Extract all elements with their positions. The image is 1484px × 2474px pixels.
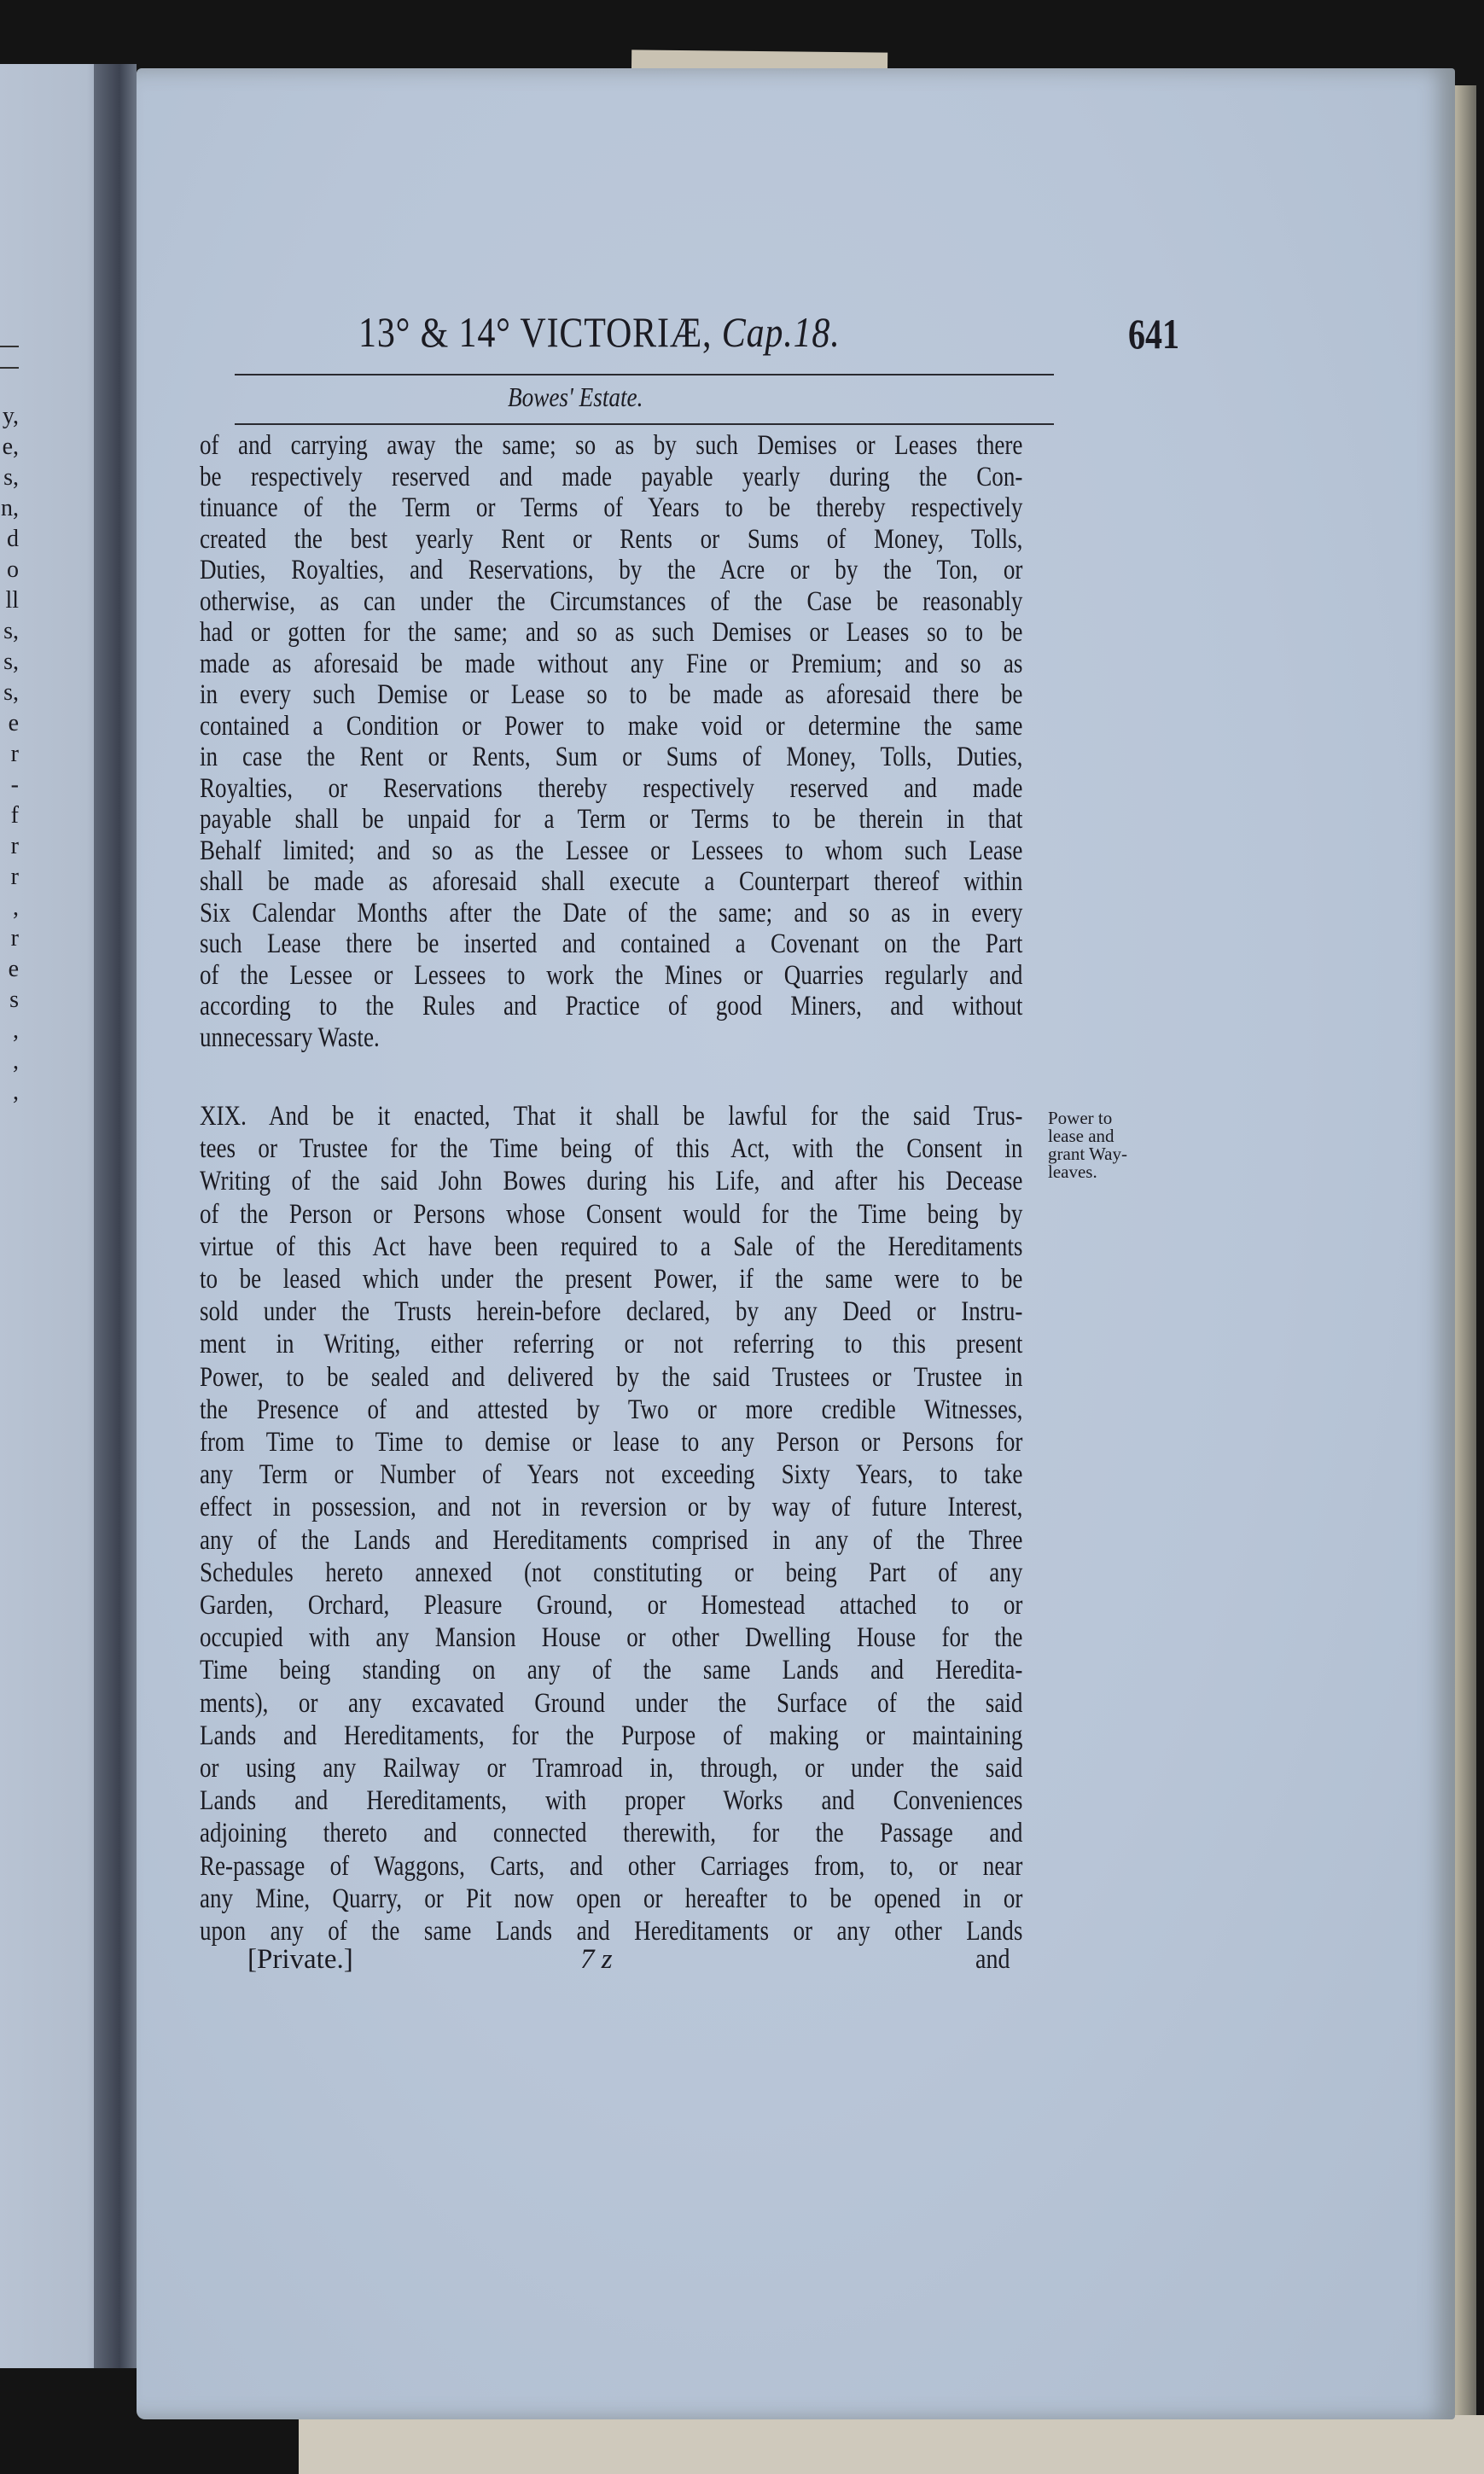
text-line-content: be respectively reserved and made payable yearly during the Con- (200, 461, 1023, 492)
text-line (200, 1557, 1022, 1589)
page-number: 641 (1128, 310, 1179, 358)
text-line (200, 679, 1022, 711)
text-line (200, 1622, 1022, 1654)
text-line (200, 928, 1022, 960)
text-line-content: sold under the Trusts herein-before declared, by any Deed or Instru- (200, 1296, 1023, 1328)
footer-catchword: and (975, 1944, 1010, 1975)
text-line-content: payable shall be unpaid for a Term or Terms to be therein in that (200, 804, 1023, 835)
left-page-fragment: s, (3, 679, 19, 706)
text-line-content: any Term or Number of Years not exceeding Sixty Years, to take (200, 1459, 1023, 1491)
left-page-fragment: r (10, 925, 19, 952)
text-line-content: from Time to Time to demise or lease to any Person or Persons for (200, 1427, 1023, 1458)
left-page-fragment: s, (3, 649, 19, 675)
left-page-rule (0, 346, 19, 347)
text-line (200, 1427, 1022, 1458)
left-page-fragment: e, (2, 434, 19, 460)
page-title (358, 307, 841, 357)
text-line-content: in case the Rent or Rents, Sum or Sums of Money, Tolls, Duties, (200, 742, 1023, 772)
text-line (200, 1851, 1022, 1883)
margin-note-line: Power to (1048, 1108, 1113, 1128)
title-chapter: Cap.18. (721, 308, 841, 356)
text-line (200, 1720, 1022, 1752)
text-line (200, 1459, 1022, 1491)
text-line-content: ments), or any excavated Ground under the Surface of the said (200, 1687, 1023, 1719)
text-line-content: made as aforesaid be made without any Fine or Premium; and so as (200, 648, 1023, 679)
text-line-content: any of the Lands and Hereditaments comprised in any of the Three (200, 1524, 1023, 1556)
text-line (200, 1916, 1022, 1947)
text-line-content: virtue of this Act have been required to a Sale of the Hereditaments (200, 1231, 1023, 1262)
text-line-content: Garden, Orchard, Pleasure Ground, or Homestead attached to or (200, 1590, 1023, 1621)
text-line-content: tinuance of the Term or Terms of Years to be thereby respectively (200, 492, 1023, 523)
left-page-fragment: , (13, 1079, 19, 1105)
text-line-content: Re-passage of Waggons, Carts, and other Carriages from, to, or near (200, 1850, 1023, 1882)
text-line (200, 586, 1022, 618)
text-line-content: any Mine, Quarry, or Pit now open or hereafter to be opened in or (200, 1883, 1023, 1914)
text-line-content: of the Lessee or Lessees to work the Mines or Quarries regularly and (200, 959, 1023, 991)
text-line-content: to be leased which under the present Power, if the same were to be (200, 1264, 1023, 1295)
left-page-rule (0, 367, 19, 369)
left-page-fragment: n, (1, 495, 19, 521)
bottom-sheet (299, 2415, 1484, 2474)
text-line (200, 649, 1022, 680)
text-line (200, 866, 1022, 898)
text-line-content: in every such Demise or Lease so to be made as aforesaid there be (200, 679, 1023, 710)
text-line-content: XIX. And be it enacted, That it shall be lawful for the said Trus- (200, 1101, 1023, 1132)
text-line-content: Power, to be sealed and delivered by the said Trustees or Trustee in (200, 1361, 1023, 1393)
text-line-content: ment in Writing, either referring or not referring to this present (200, 1329, 1023, 1360)
text-line-content: otherwise, as can under the Circumstances of the Case be reasonably (200, 585, 1023, 617)
text-line-content: such Lease there be inserted and contained a Covenant on the Part (200, 928, 1023, 959)
text-line (200, 991, 1022, 1022)
text-line-content: of the Person or Persons whose Consent would for the Time being by (200, 1198, 1023, 1230)
left-page-fragment: s, (3, 618, 19, 644)
text-line (200, 1785, 1022, 1817)
text-line (200, 1525, 1022, 1557)
text-line-content: Royalties, or Reservations thereby respectively reserved and made (200, 772, 1023, 804)
text-line (200, 1264, 1022, 1295)
text-line-content: effect in possession, and not in reversion or by way of future Interest, (200, 1492, 1023, 1523)
text-line (200, 711, 1022, 742)
text-line (200, 898, 1022, 929)
text-line (200, 804, 1022, 835)
text-line-content: Lands and Hereditaments, with proper Works and Conveniences (200, 1785, 1023, 1817)
left-page-fragment: o (7, 556, 19, 583)
text-line (200, 430, 1022, 462)
text-line-content: tees or Trustee for the Time being of this Act, with the Consent in (200, 1133, 1023, 1165)
text-line (200, 555, 1022, 586)
left-page-fragment: r (10, 741, 19, 767)
text-line (200, 1362, 1022, 1394)
text-line (200, 1166, 1022, 1197)
text-line (200, 1655, 1022, 1686)
text-line (200, 1329, 1022, 1360)
text-line-content: adjoining thereto and connected therewith, for the Passage and (200, 1818, 1023, 1849)
text-line-content: of and carrying away the same; so as by such Demises or Leases there (200, 430, 1023, 461)
text-line (200, 773, 1022, 805)
book-gutter (94, 64, 137, 2368)
text-line (200, 835, 1022, 867)
text-line-content: had or gotten for the same; and so as such Demises or Leases so to be (200, 617, 1023, 648)
text-line-content: Writing of the said John Bowes during his Life, and after his Decease (200, 1166, 1023, 1197)
text-line (200, 1590, 1022, 1621)
text-line (200, 1101, 1022, 1132)
margin-note-line: grant Way- (1048, 1144, 1127, 1164)
text-line (200, 1231, 1022, 1263)
text-line (200, 1296, 1022, 1328)
text-line (200, 1492, 1022, 1523)
text-line (200, 617, 1022, 649)
left-page-fragment: , (13, 1017, 19, 1044)
text-line (200, 1883, 1022, 1915)
left-page-fragment: ll (5, 587, 19, 614)
text-line-content: the Presence of and attested by Two or more credible Witnesses, (200, 1394, 1023, 1425)
left-page-fragment: , (13, 894, 19, 921)
text-line-content: shall be made as aforesaid shall execute a Counterpart thereof within (200, 866, 1023, 897)
title-regnal-year: 13° & 14° VICTORIÆ, (358, 308, 722, 356)
left-page-fragment: e (8, 956, 19, 982)
text-line (200, 1753, 1022, 1784)
text-line-content: or using any Railway or Tramroad in, through, or under the said (200, 1753, 1023, 1784)
left-page-fragment: s (9, 987, 19, 1013)
text-line (200, 1394, 1022, 1426)
left-page-fragment: , (13, 1048, 19, 1074)
text-line (200, 524, 1022, 556)
left-page-fragment: y, (2, 403, 19, 429)
text-line (200, 960, 1022, 992)
running-title: Bowes' Estate. (508, 381, 643, 412)
text-line (200, 1818, 1022, 1849)
left-page-fragment: d (7, 526, 19, 552)
left-page-fragment: r (10, 864, 19, 890)
text-line (200, 1199, 1022, 1231)
text-line-content: Six Calendar Months after the Date of the same; and so as in every (200, 897, 1023, 928)
header-rule-bottom (235, 423, 1054, 425)
text-line-content: created the best yearly Rent or Rents or Sums of Money, Tolls, (200, 523, 1023, 555)
header-rule-top (235, 374, 1054, 375)
margin-note-line: lease and (1048, 1126, 1114, 1146)
text-line-content: Schedules hereto annexed (not constituting or being Part of any (200, 1557, 1023, 1588)
text-line (200, 1022, 1022, 1054)
text-line-content: upon any of the same Lands and Hereditaments or any other Lands (200, 1916, 1023, 1947)
left-page-fragment: s, (3, 464, 19, 491)
text-line-content: according to the Rules and Practice of good Miners, and without (200, 991, 1023, 1022)
text-line-content: Behalf limited; and so as the Lessee or Lessees to whom such Lease (200, 835, 1023, 866)
margin-note-line: leaves. (1048, 1161, 1097, 1182)
left-page-fragment: f (10, 802, 19, 829)
text-line (200, 1688, 1022, 1720)
text-line (200, 462, 1022, 493)
left-page-fragment: - (10, 771, 19, 798)
marginal-note (1048, 1109, 1127, 1181)
text-line-content: occupied with any Mansion House or other Dwelling House for the (200, 1622, 1023, 1654)
text-line-content: Duties, Royalties, and Reservations, by the Acre or by the Ton, or (200, 555, 1023, 585)
text-line-content: Lands and Hereditaments, for the Purpose of making or maintaining (200, 1720, 1023, 1751)
text-line (200, 492, 1022, 524)
left-page-fragment: e (8, 710, 19, 736)
text-line-content: Time being standing on any of the same Lands and Heredita- (200, 1655, 1023, 1686)
text-line (200, 742, 1022, 773)
text-line-content: contained a Condition or Power to make void or determine the same (200, 710, 1023, 742)
text-line (200, 1133, 1022, 1165)
footer-signature-mark: 7 z (580, 1944, 613, 1975)
text-line-content: unnecessary Waste. (200, 1022, 380, 1053)
footer-private: [Private.] (247, 1944, 353, 1975)
left-page-fragment: r (10, 833, 19, 859)
